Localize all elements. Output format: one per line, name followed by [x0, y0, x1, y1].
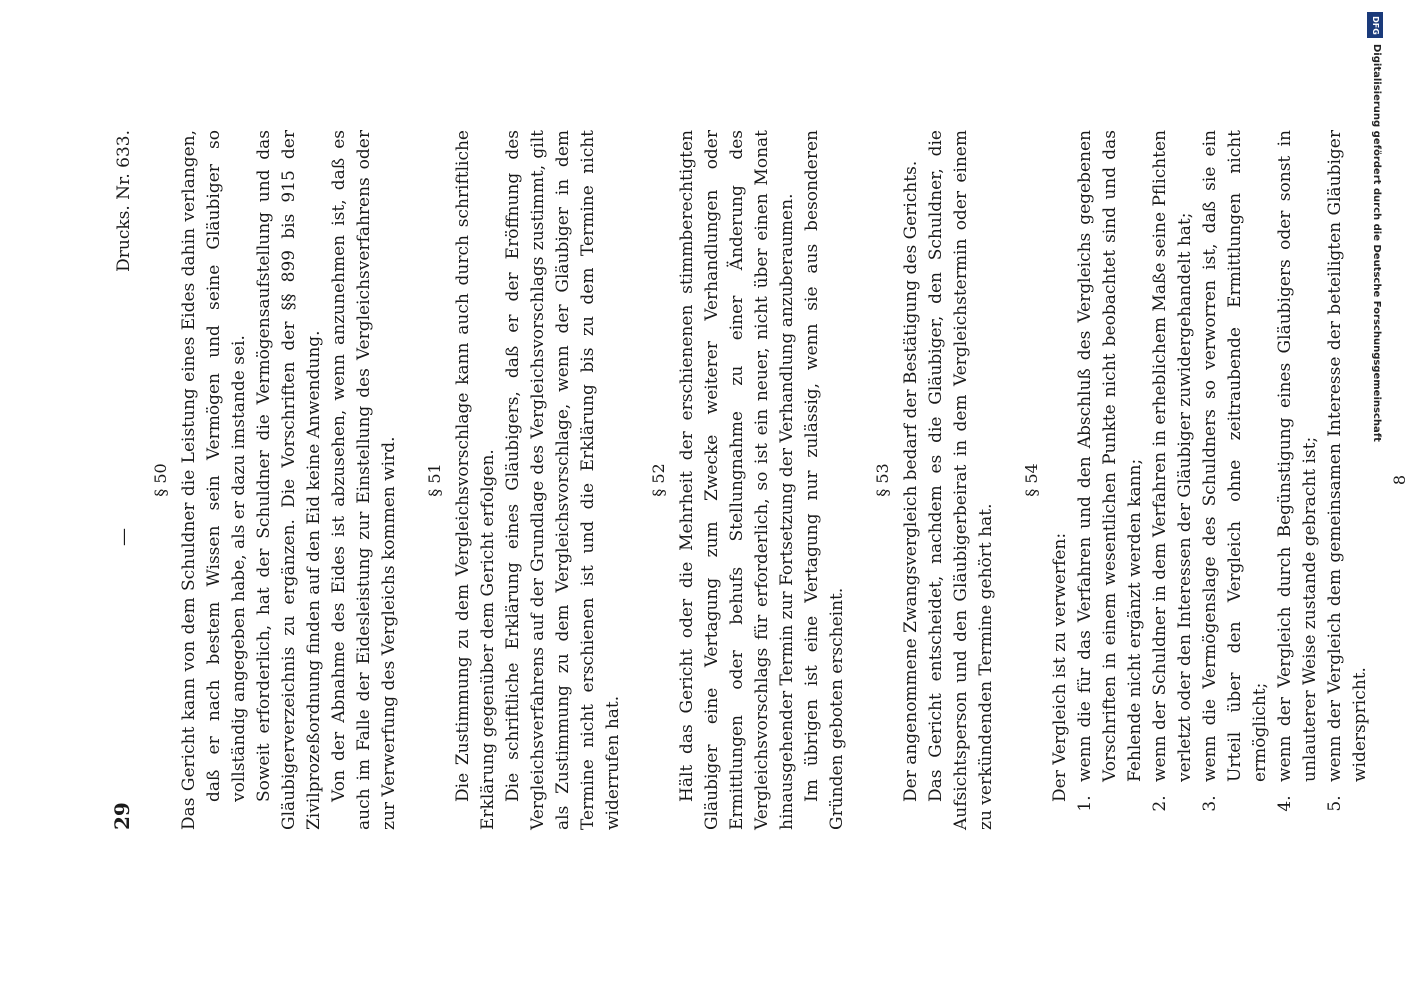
dfg-logo: [1367, 12, 1383, 38]
section-53-para-2: Das Gericht entscheidet, nachdem es die Gläubiger, den Schuldner, die Aufsichtsperson und den Gläubigerbeirat in dem Vergleichstermin oder einem zu verkündenden Termine gehört hat.: [926, 130, 996, 830]
page-number: 29: [110, 802, 134, 830]
signature-mark: 8: [1390, 474, 1409, 486]
list-item: 3. wenn die Vermögenslage des Schuldners so verworren ist, daß sie ein Urteil über den Vergleich ohne zeitraubende Ermittlungen nicht ermöglicht;: [1198, 130, 1273, 790]
section-52-para-2: Im übrigen ist eine Vertagung nur zulässig, wenn sie aus besonderen Gründen geboten erscheint.: [802, 130, 847, 830]
section-50-title: § 50: [151, 463, 170, 497]
header-dash: —: [113, 528, 134, 547]
section-50-para-1: Das Gericht kann von dem Schuldner die Leistung eines Eides dahin verlangen, daß er nach bestem Wissen sein Vermögen und seine Gläubiger so vollständig angegeben habe, als er dazu imstande sei.: [179, 130, 249, 830]
section-51-title: § 51: [425, 463, 444, 497]
section-53-para-1: Der angenommene Zwangsvergleich bedarf der Bestätigung des Gerichts.: [901, 160, 921, 802]
section-54-intro: Der Vergleich ist zu verwerfen:: [1050, 532, 1070, 802]
section-50-para-2: Soweit erforderlich, hat der Schuldner die Vermögensaufstellung und das Gläubigerverzeichnis zu ergänzen. Die Vorschriften der §§ 899 bis 915 der Zivilprozeßordnung finden auf den Eid keine Anwendung.: [254, 130, 324, 830]
running-header: [110, 130, 138, 830]
list-item: 5. wenn der Vergleich dem gemeinsamen Interesse der beteiligten Gläubiger widerspricht.: [1323, 130, 1373, 790]
list-item: 1. wenn die für das Verfahren und den Abschluß des Vergleichs gegebenen Vorschriften in einem wesentlichen Punkte nicht beobachtet sind und das Fehlende nicht ergänzt werden kann;: [1073, 130, 1148, 790]
section-54-list: [1073, 130, 1373, 830]
section-54-title: § 54: [1022, 463, 1041, 497]
list-item: 2. wenn der Schuldner in dem Verfahren in erheblichem Maße seine Pflichten verletzt oder den Interessen der Gläubiger zuwidergehandelt hat;: [1148, 130, 1198, 790]
digitization-credit: Digitalisierung gefördert durch die Deutsche Forschungsgemeinschaft: [1371, 44, 1382, 442]
list-item: 4. wenn der Vergleich durch Begünstigung eines Gläubigers oder sonst in unlauterer Weise zustande gebracht ist;: [1273, 130, 1323, 790]
digitization-sidebar: [1360, 8, 1390, 998]
section-53-title: § 53: [873, 463, 892, 497]
section-51-para-1: Die Zustimmung zu dem Vergleichsvorschlage kann auch durch schriftliche Erklärung gegenüber dem Gericht erfolgen.: [453, 130, 498, 830]
section-52-para-1: Hält das Gericht oder die Mehrheit der erschienenen stimmberechtigten Gläubiger eine Vertagung zum Zwecke weiterer Verhandlungen oder Ermittlungen oder behufs Stellungnahme zu einer Änderung des Vergleichsvorschlags für erforderlich, so ist ein neuer, nicht über einen Monat hinausgehender Termin zur Fortsetzung der Verhandlung anzuberaumen.: [677, 130, 797, 830]
drucksache-number: Drucks. Nr. 633.: [114, 130, 134, 272]
dfg-logo-text: DFG: [1370, 15, 1380, 35]
section-51-para-2: Die schriftliche Erklärung eines Gläubigers, daß er der Eröffnung des Vergleichsverfahrens auf der Grundlage des Vergleichsvorschlags zustimmt, gilt als Zustimmung zu dem Vergleichsvorschlage, wenn der Gläubiger in dem Termine nicht erschienen ist und die Erklärung bis zu dem Termine nicht widerrufen hat.: [503, 130, 623, 830]
section-50-para-3: Von der Abnahme des Eides ist abzusehen, wenn anzunehmen ist, daß es auch im Falle der Eidesleistung zur Einstellung des Vergleichsverfahrens oder zur Verwerfung des Vergleichs kommen wird.: [329, 130, 399, 830]
section-52-title: § 52: [649, 463, 668, 497]
